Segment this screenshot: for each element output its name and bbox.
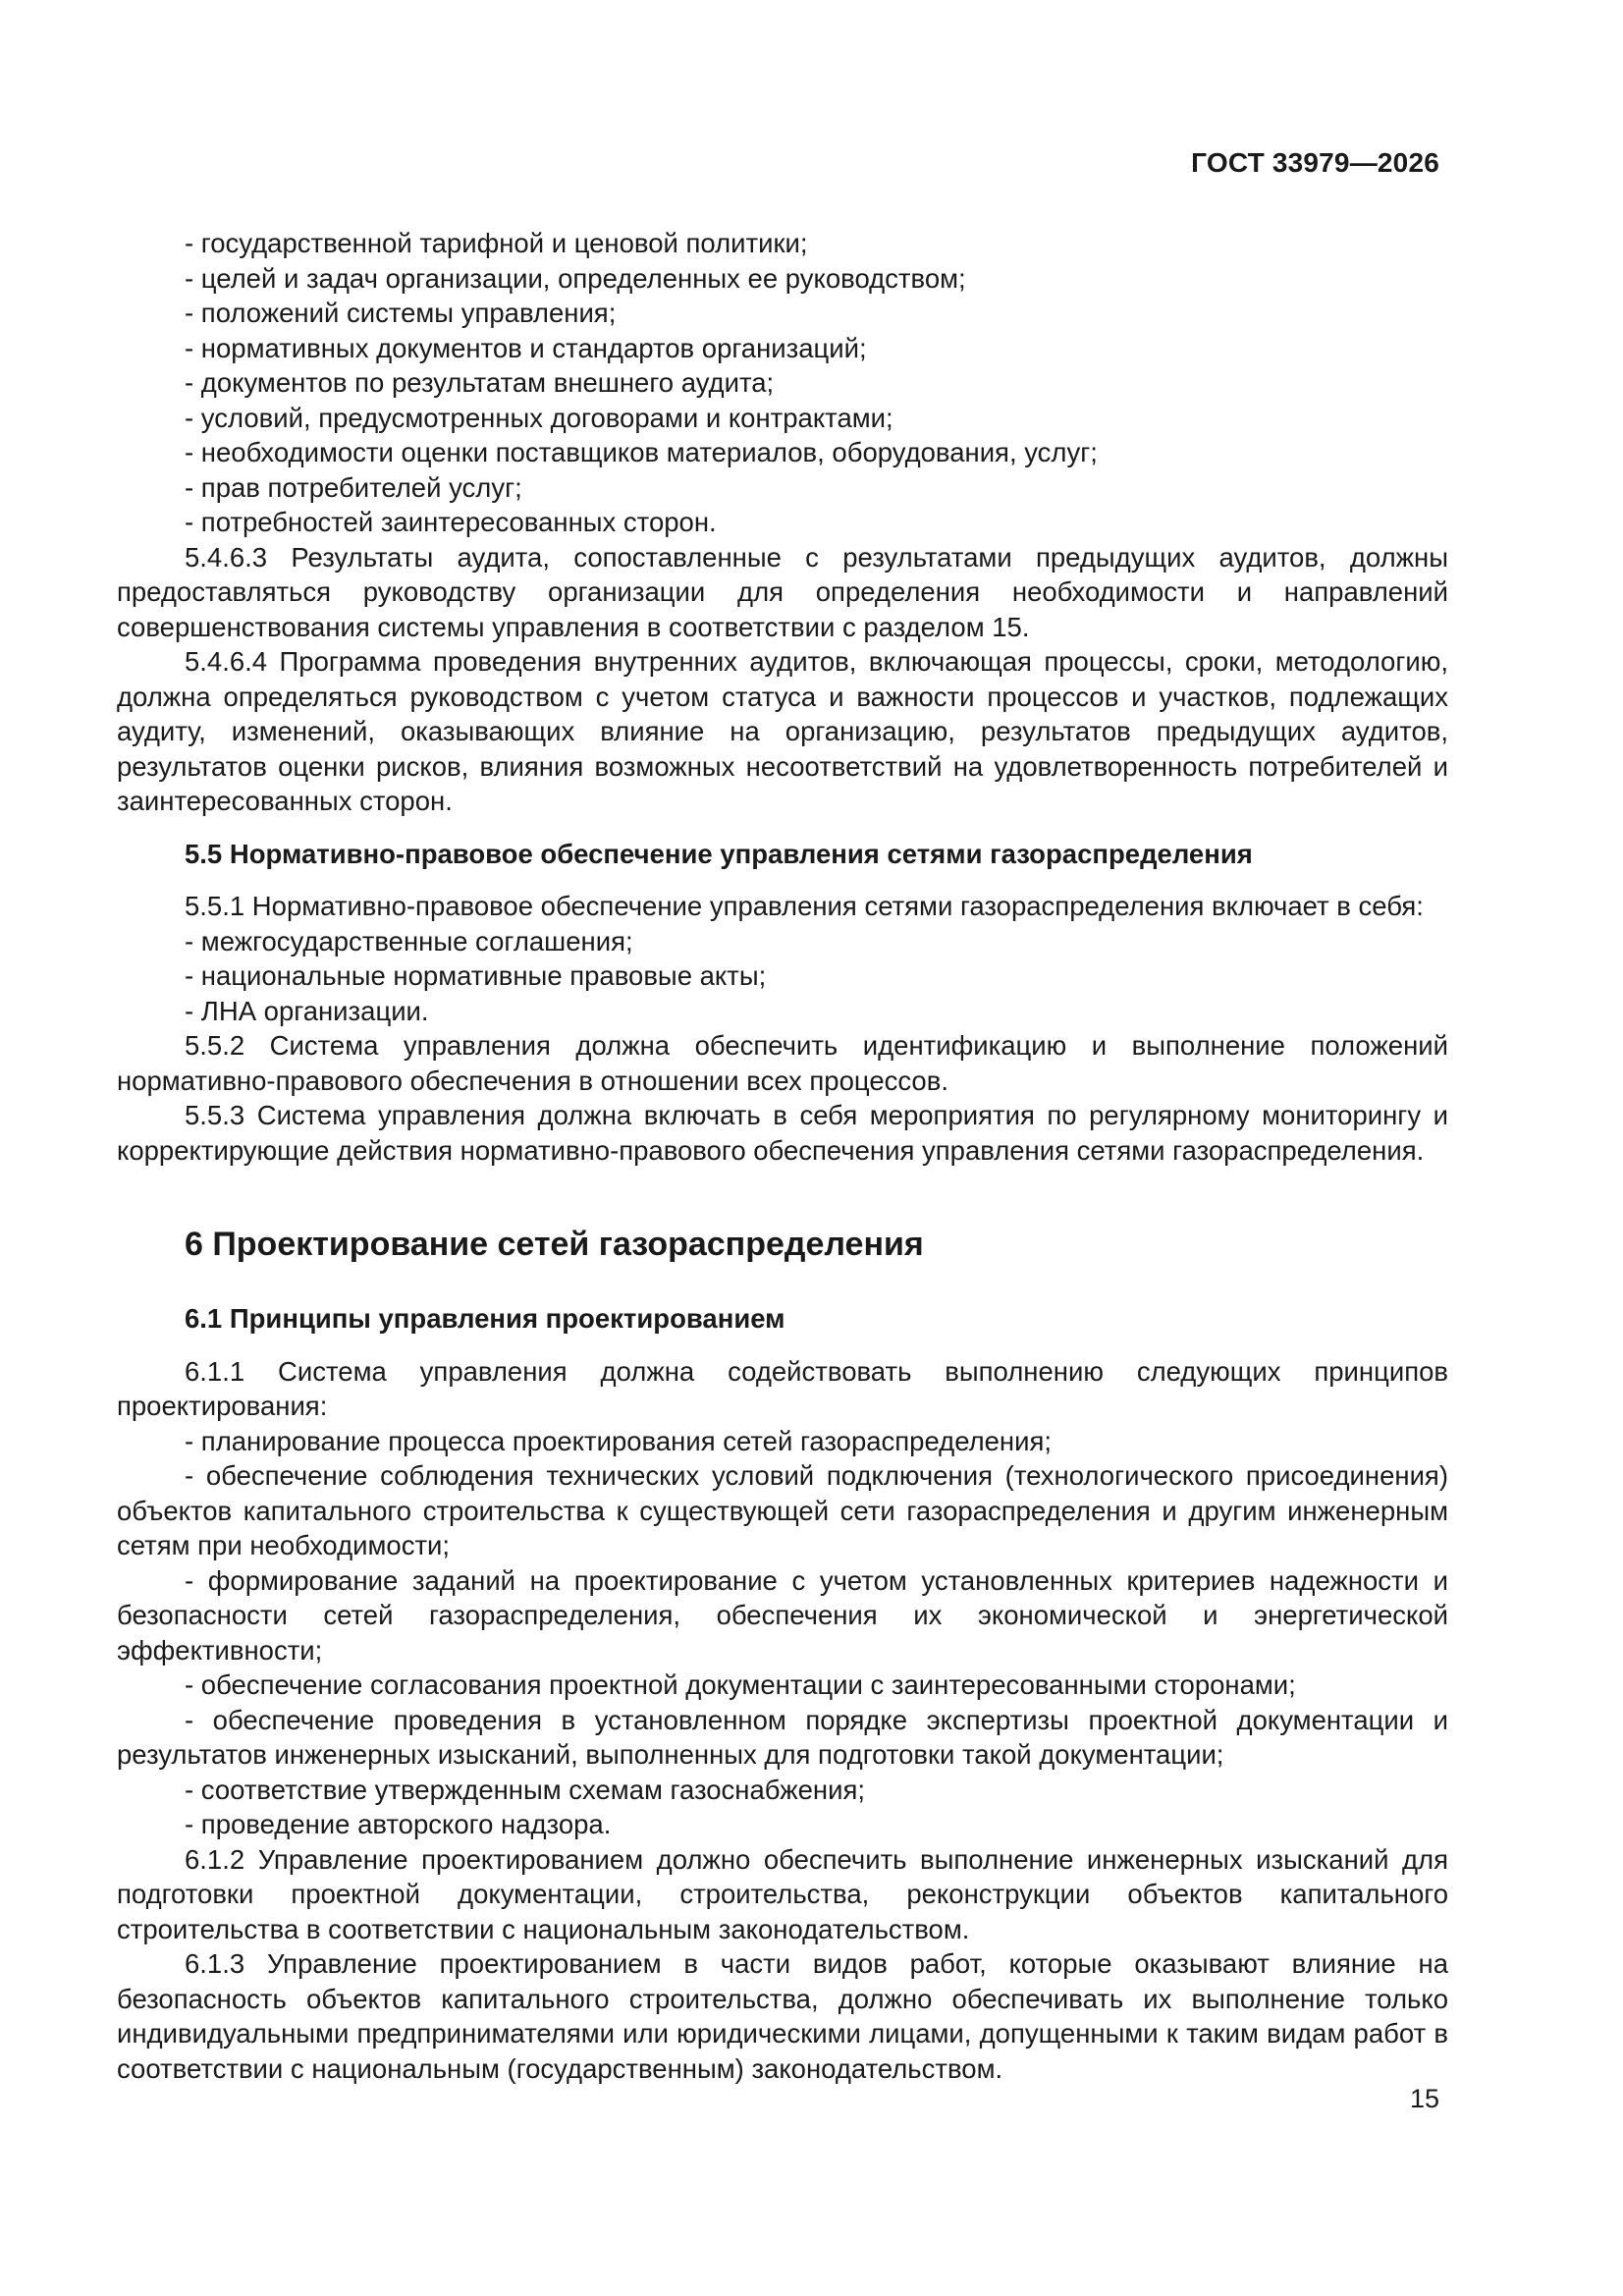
list-item: - межгосударственные соглашения; [185, 925, 633, 957]
list-item: - проведение авторского надзора. [185, 1809, 612, 1839]
paragraph-5-5-2: 5.5.2 Система управления должна обеспечить идентификацию и выполнение положений нормативно-правового обеспечения в отношении всех процессов. [117, 1030, 1448, 1096]
list-item: - прав потребителей услуг; [185, 471, 522, 503]
section-6-1-heading: 6.1 Принципы управления проектированием [185, 1303, 785, 1334]
list-item: - национальные нормативные правовые акты; [185, 960, 767, 991]
page-number: 15 [1409, 2084, 1439, 2113]
paragraph-6-1-3: 6.1.3 Управление проектированием в части видов работ, которые оказывают влияние на безопасность объектов капитального строительства, должно обеспечивать их выполнение только индивидуальными предпринимателями или юридическими лицами, допущенными к таким видам работ в соответствии с национальным (государственным) законодательством. [117, 1948, 1448, 2084]
paragraph-5-5-1: 5.5.1 Нормативно-правовое обеспечение управления сетями газораспределения включает в себя: [185, 891, 1424, 921]
list-item: - государственной тарифной и ценовой политики; [185, 228, 808, 258]
section-6-title: 6 Проектирование сетей газораспределения [185, 1226, 924, 1263]
list-item: - условий, предусмотренных договорами и контрактами; [185, 402, 893, 433]
list-item: - планирование процесса проектирования сетей газораспределения; [185, 1425, 1053, 1456]
list-item: - обеспечение проведения в установленном порядке экспертизы проектной документации и результатов инженерных изысканий, выполненных для подготовки такой документации; [117, 1704, 1448, 1770]
paragraph-5-4-6-4: 5.4.6.4 Программа проведения внутренних аудитов, включающая процессы, сроки, методологию, должна определяться руководством с учетом статуса и важности процессов и участков, подлежащих аудиту, изменений, оказывающих влияние на организацию, результатов предыдущих аудитов, результатов оценки рисков, влияния возможных несоответствий на удовлетворенность потребителей и заинтересованных сторон. [117, 646, 1448, 816]
list-item: - необходимости оценки поставщиков материалов, оборудования, услуг; [185, 437, 1098, 467]
paragraph-6-1-1: 6.1.1 Система управления должна содействовать выполнению следующих принципов проектирования: [117, 1355, 1448, 1421]
list-item: - потребностей заинтересованных сторон. [185, 507, 717, 537]
list-item: - документов по результатам внешнего аудита; [185, 367, 775, 398]
list-item: - ЛНА организации. [185, 995, 429, 1026]
list-item: - обеспечение соблюдения технических условий подключения (технологического присоединения) объектов капитального строительства к существующей сети газораспределения и другим инженерным сетям при необходимости; [117, 1460, 1448, 1560]
page-body [117, 226, 1448, 2086]
list-item: - положений системы управления; [185, 298, 617, 328]
list-item: - обеспечение согласования проектной документации с заинтересованными сторонами; [185, 1669, 1296, 1700]
paragraph-5-4-6-3: 5.4.6.3 Результаты аудита, сопоставленные с результатами предыдущих аудитов, должны предоставляться руководству организации для определения необходимости и направлений совершенствования системы управления в соответствии с разделом 15. [117, 541, 1448, 642]
list-item: - формирование заданий на проектирование с учетом установленных критериев надежности и безопасности сетей газораспределения, обеспечения их экономической и энергетической эффективности; [117, 1564, 1448, 1666]
list-item: - соответствие утвержденным схемам газоснабжения; [185, 1774, 865, 1805]
paragraph-5-5-3: 5.5.3 Система управления должна включать в себя мероприятия по регулярному мониторингу и корректирующие действия нормативно-правового обеспечения управления сетями газораспределения. [117, 1100, 1448, 1166]
paragraph-6-1-2: 6.1.2 Управление проектированием должно обеспечить выполнение инженерных изысканий для подготовки проектной документации, строительства, реконструкции объектов капитального строительства в соответствии с национальным законодательством. [117, 1843, 1448, 1944]
document-code: ГОСТ 33979—2026 [1191, 147, 1439, 178]
section-5-5-heading: 5.5 Нормативно-правовое обеспечение управления сетями газораспределения [185, 838, 1253, 869]
list-item: - целей и задач организации, определенных ее руководством; [185, 262, 966, 294]
list-item: - нормативных документов и стандартов организаций; [185, 332, 867, 363]
